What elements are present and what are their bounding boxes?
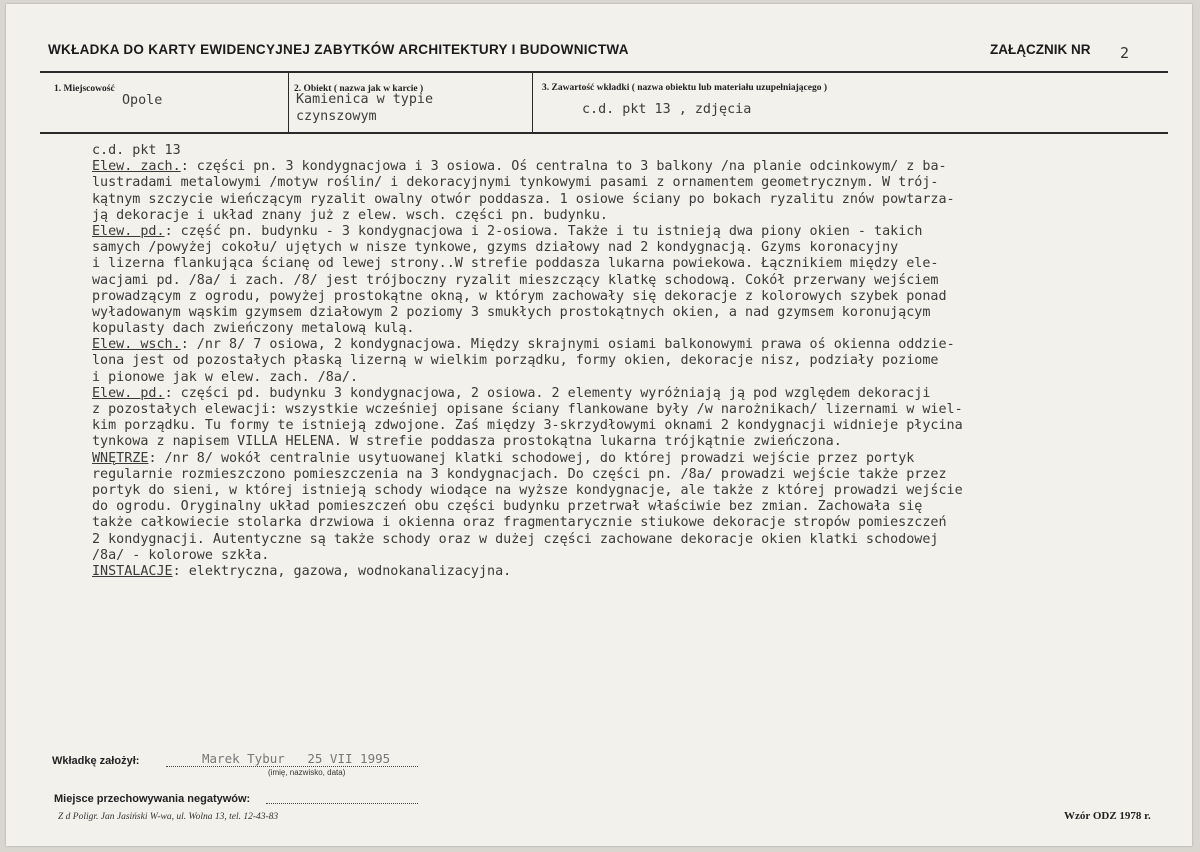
body-line: [92, 321, 963, 337]
body-line: [92, 353, 963, 369]
body-line-text: wyładowanym wąskim gzymsem działowym 2 poziomy 3 smukłych prostokątnych okien, a nad gzymsem koronującym: [92, 304, 931, 320]
body-line-text: : /nr 8/ 7 osiowa, 2 kondygnacjowa. Między skrajnymi osiami balkonowymi prawa oś okienna oddzie-: [180, 337, 955, 353]
body-line-text: i pionowe jak w elew. zach. /8a/.: [92, 369, 359, 385]
body-line: [92, 370, 963, 386]
body-line-text: samych /powyżej cokołu/ ujętych w nisze tynkowe, gzyms działowy nad 2 kondygnacją. Gzyms koronacyjny: [92, 240, 899, 256]
body-line-text: : część pn. budynku - 3 kondygnacjowa i 2-osiowa. Także i tu istnieją dwa piony okien - takich: [164, 223, 923, 239]
body-line-text: także całkowiecie stolarka drzwiowa i okienna oraz fragmentarycznie stiukowe dekoracje stropów pomieszczeń: [92, 515, 947, 531]
field-divider-1: [288, 73, 289, 132]
contents-value: c.d. pkt 13 , zdjęcia: [582, 102, 752, 117]
created-by-dotted-line: [166, 766, 418, 767]
body-line: [92, 548, 963, 564]
body-line: [92, 499, 963, 515]
header-top-rule: [40, 71, 1168, 73]
field-divider-2: [532, 73, 533, 132]
body-line-text: kątnym szczycie wieńczącym ryzalit owalny otwór poddasza. 1 osiowe ściany po bokach ryzalitu znów powtarza-: [92, 191, 955, 207]
locality-value: Opole: [122, 93, 163, 108]
body-line-text: ją dekoracje i układ znany już z elew. wsch. części pn. budynku.: [92, 207, 608, 223]
body-line: [92, 483, 963, 499]
section-heading: Elew. pd.: [92, 223, 165, 239]
body-line: [92, 402, 963, 418]
body-line-text: wacjami pd. /8a/ i zach. /8/ jest trójboczny ryzalit mieszczący klatkę schodową. Cokół przerwany wejściem: [92, 272, 939, 288]
body-line-text: : elektryczna, gazowa, wodnokanalizacyjna.: [172, 563, 512, 579]
body-line-text: c.d. pkt 13: [92, 143, 181, 158]
body-line: [92, 467, 963, 483]
body-line-text: /8a/ - kolorowe szkła.: [92, 547, 270, 563]
body-line-text: 2 kondygnacji. Autentyczne są także schody oraz w dużej części zachowane dekoracje okien klatki schodowej: [92, 531, 939, 547]
created-by-label: Wkładkę założył:: [52, 755, 140, 767]
body-line-text: i lizerna flankująca ścianę od lewej strony..W strefie poddasza lukarna powiekowa. Łącznikiem między ele-: [92, 256, 939, 272]
body-line-text: : /nr 8/ wokół centralnie usytuowanej klatki schodowej, do której prowadzi wejście przez portyk: [148, 450, 915, 466]
section-heading: Elew. wsch.: [92, 337, 181, 353]
body-line: [92, 451, 963, 467]
body-line: [92, 532, 963, 548]
description-body: [92, 143, 963, 580]
body-line: [92, 386, 963, 402]
section-heading: WNĘTRZE: [92, 450, 149, 466]
form-sheet: [6, 4, 1192, 846]
body-line: [92, 515, 963, 531]
body-line: [92, 564, 963, 580]
body-line-text: lustradami metalowymi /motyw roślin/ i dekoracyjnymi tynkowymi pasami z ornamentem geometrycznym. W trój-: [92, 175, 939, 191]
body-line: [92, 224, 963, 240]
section-heading: Elew. zach.: [92, 159, 181, 175]
body-line: [92, 240, 963, 256]
body-line-text: : części pn. 3 kondygnacjowa i 3 osiowa. Oś centralna to 3 balkony /na planie odcinkowym/ z ba-: [180, 159, 947, 175]
body-line-text: kim porządku. Tu formy te istnieją zdwojone. Zaś między 3-skrzydłowymi oknami 2 kondygnacji widnieje płycina: [92, 418, 963, 434]
body-line: [92, 418, 963, 434]
body-line-text: tynkowa z napisem VILLA HELENA. W strefie poddasza prostokątna lukarna trójkątnie zwieńczona.: [92, 434, 842, 450]
created-by-value: Marek Tybur 25 VII 1995: [202, 751, 391, 766]
form-title: WKŁADKA DO KARTY EWIDENCYJNEJ ZABYTKÓW ARCHITEKTURY I BUDOWNICTWA: [48, 42, 629, 57]
body-line-text: lona jest od pozostałych płaską lizerną w wielkim porządku, formy okien, dekoracje nisz, podziały poziome: [92, 353, 939, 369]
contents-label: 3. Zawartość wkładki ( nazwa obiektu lub materiału uzupełniającego ): [542, 83, 828, 93]
body-line-text: regularnie rozmieszczono pomieszczenia na 3 kondygnacjach. Do części pn. /8a/ prowadzi wejście także przez: [92, 466, 947, 482]
body-line: [92, 175, 963, 191]
locality-label: 1. Miejscowość: [54, 84, 115, 94]
body-line: [92, 143, 963, 159]
body-line: [92, 289, 963, 305]
body-line-text: portyk do sieni, w której istnieją schody wiodące na wyższe kondygnacje, ale także z której prowadzi wejście: [92, 482, 963, 498]
object-value-line2: czynszowym: [296, 109, 377, 124]
body-line: [92, 192, 963, 208]
created-by-hint: (imię, nazwisko, data): [268, 768, 346, 777]
body-line: [92, 273, 963, 289]
negatives-label: Miejsce przechowywania negatywów:: [54, 793, 251, 805]
body-line: [92, 305, 963, 321]
body-line-text: prowadzącym z ogrodu, powyżej prostokątne okną, w którym zachowały się dekoracje z kolorowych szybek ponad: [92, 288, 947, 304]
body-line-text: z pozostałych elewacji: wszystkie wcześniej opisane ściany flankowane były /w narożnikach/ lizernami w wiel-: [92, 402, 963, 417]
header-bottom-rule: [40, 132, 1168, 134]
body-line-text: do ogrodu. Oryginalny układ pomieszczeń obu części budynku przetrwał właściwie bez zmian. Zachowała się: [92, 499, 923, 515]
printer-imprint: Z d Poligr. Jan Jasiński W-wa, ul. Wolna 13, tel. 12-43-83: [58, 812, 279, 822]
body-line: [92, 337, 963, 353]
annex-label: ZAŁĄCZNIK NR: [990, 42, 1091, 57]
body-line-text: kopulasty dach zwieńczony metalową kulą.: [92, 321, 415, 337]
form-code: Wzór ODZ 1978 r.: [1064, 810, 1151, 822]
body-line: [92, 159, 963, 175]
body-line: [92, 208, 963, 224]
section-heading: Elew. pd.: [92, 385, 165, 401]
annex-number: 2: [1120, 44, 1130, 62]
object-value-line1: Kamienica w typie: [296, 92, 434, 107]
body-line: [92, 434, 963, 450]
body-line-text: : części pd. budynku 3 kondygnacjowa, 2 osiowa. 2 elementy wyróżniają ją pod względem dekoracji: [164, 385, 931, 401]
section-heading: INSTALACJE: [92, 563, 173, 579]
body-line: [92, 256, 963, 272]
object-label: 2. Obiekt ( nazwa jak w karcie ): [294, 84, 424, 94]
negatives-dotted-line: [266, 803, 418, 804]
